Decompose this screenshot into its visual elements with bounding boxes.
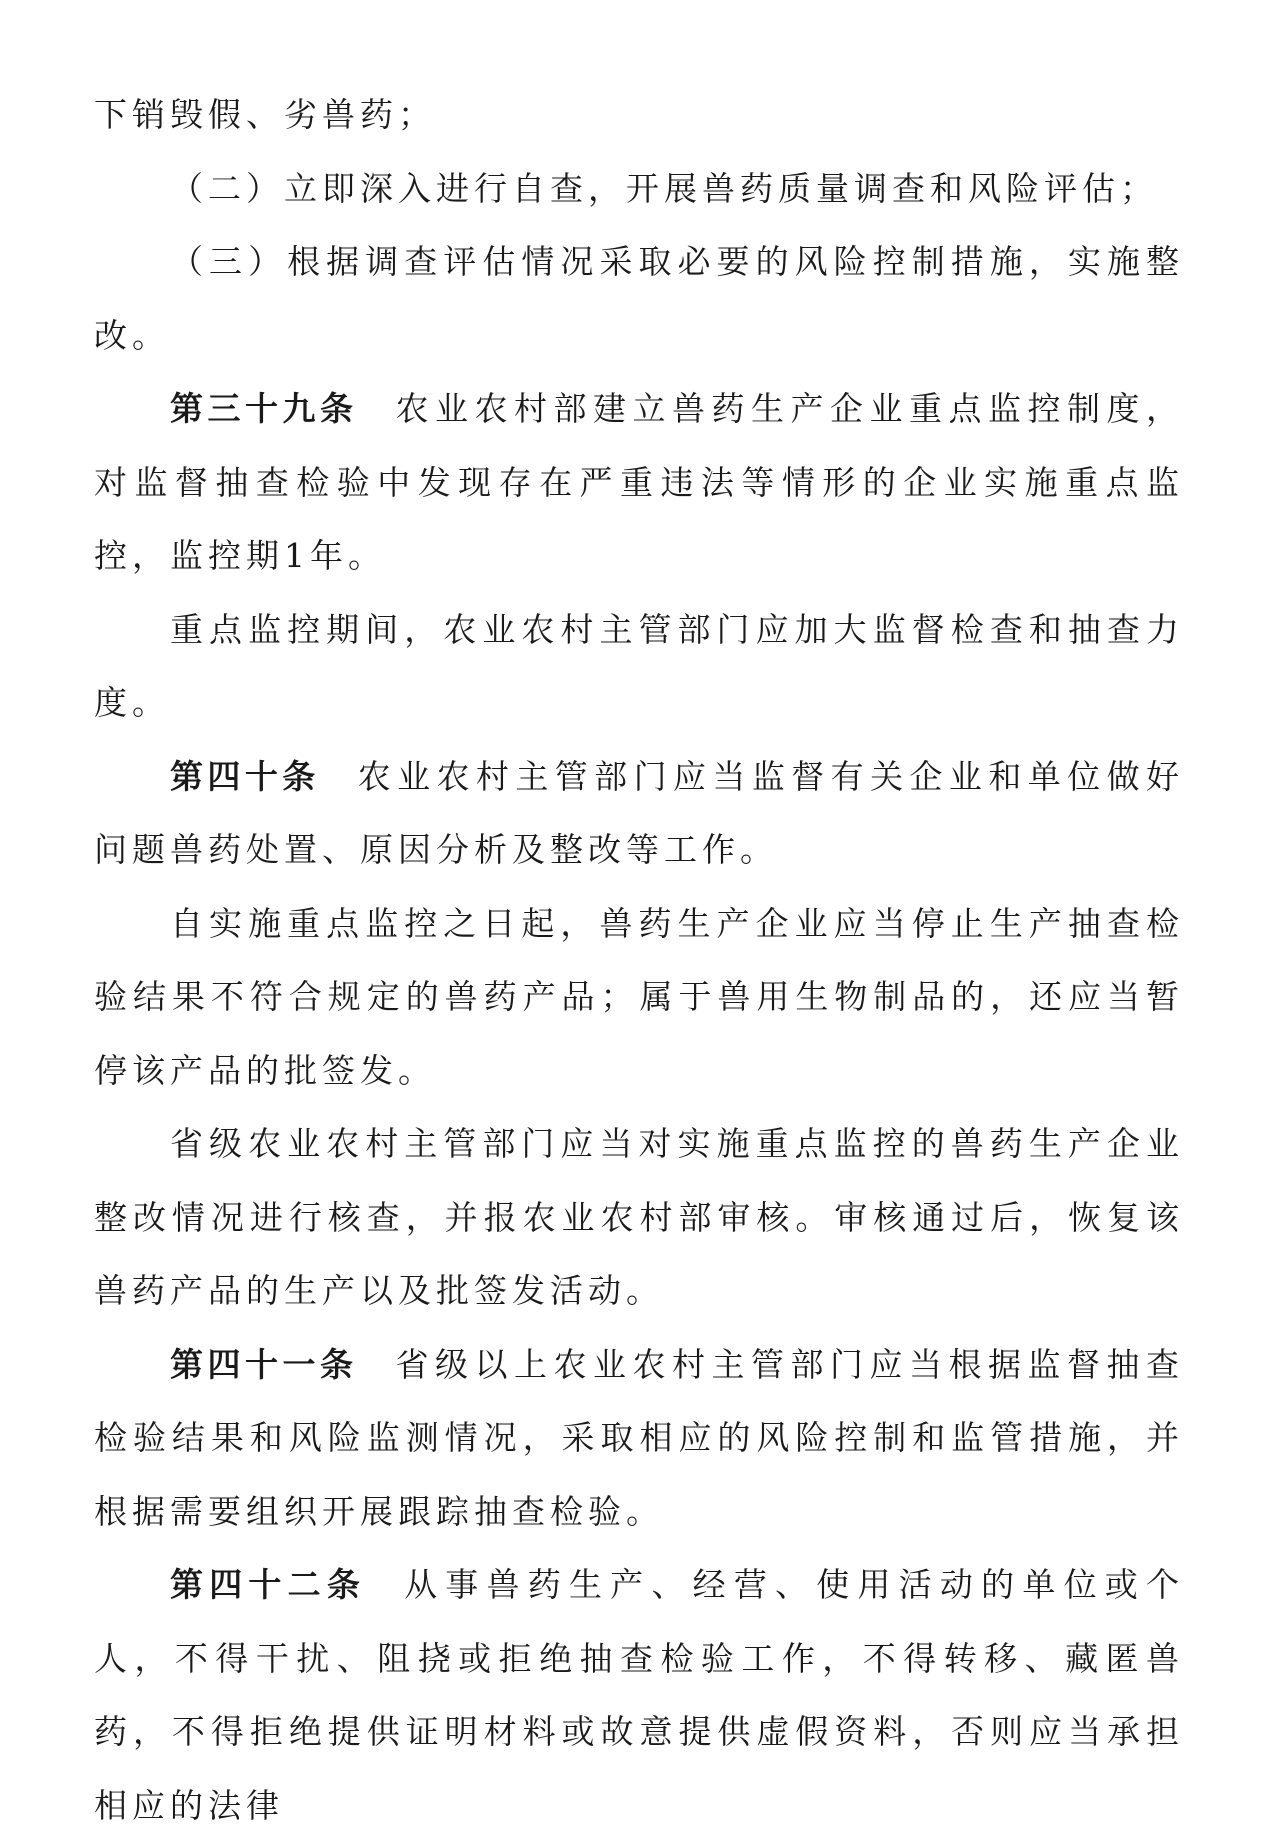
article-heading: 第四十条 — [170, 756, 320, 796]
article-39 — [94, 372, 1184, 593]
paragraph-item-2 — [94, 152, 1184, 226]
article-heading: 第三十九条 — [170, 389, 358, 428]
document-body — [94, 78, 1184, 1842]
paragraph-text: 农业农村主管部门应当监督有关企业和单位做好问题兽药处置、原因分析及整改等工作。 — [94, 756, 1185, 869]
paragraph-provincial-review — [94, 1107, 1184, 1328]
article-42 — [94, 1548, 1184, 1842]
paragraph-text: 农业农村部建立兽药生产企业重点监控制度，对监督抽查检验中发现存在严重违法等情形的企业实施重点监控，监控期1年。 — [94, 389, 1184, 575]
paragraph-item-3 — [94, 225, 1184, 372]
paragraph-text: 重点监控期间，农业农村主管部门应加大监督检查和抽查力度。 — [94, 609, 1184, 722]
paragraph-text: 下销毁假、劣兽药； — [94, 95, 436, 134]
paragraph-text: 省级农业农村主管部门应当对实施重点监控的兽药生产企业整改情况进行核查，并报农业农村部审核。审核通过后，恢复该兽药产品的生产以及批签发活动。 — [94, 1124, 1184, 1310]
paragraph-text: 从事兽药生产、经营、使用活动的单位或个人，不得干扰、阻挠或拒绝抽查检验工作，不得转移、藏匿兽药，不得拒绝提供证明材料或故意提供虚假资料，否则应当承担相应的法律 — [94, 1565, 1185, 1825]
paragraph-text: （二）立即深入进行自查，开展兽药质量调查和风险评估； — [170, 168, 1158, 208]
article-41 — [94, 1328, 1184, 1549]
paragraph-text: （三）根据调查评估情况采取必要的风险控制措施，实施整改。 — [94, 242, 1184, 355]
article-40 — [94, 740, 1184, 887]
paragraph-continuation — [94, 78, 1184, 152]
paragraph-text: 省级以上农业农村主管部门应当根据监督抽查检验结果和风险监测情况，采取相应的风险控制和监管措施，并根据需要组织开展跟踪抽查检验。 — [94, 1344, 1184, 1531]
paragraph-text: 自实施重点监控之日起，兽药生产企业应当停止生产抽查检验结果不符合规定的兽药产品；属于兽用生物制品的，还应当暂停该产品的批签发。 — [94, 903, 1184, 1090]
article-heading: 第四十二条 — [170, 1565, 367, 1604]
article-heading: 第四十一条 — [170, 1344, 358, 1384]
paragraph-monitoring-period — [94, 593, 1184, 740]
paragraph-stop-production — [94, 887, 1184, 1108]
